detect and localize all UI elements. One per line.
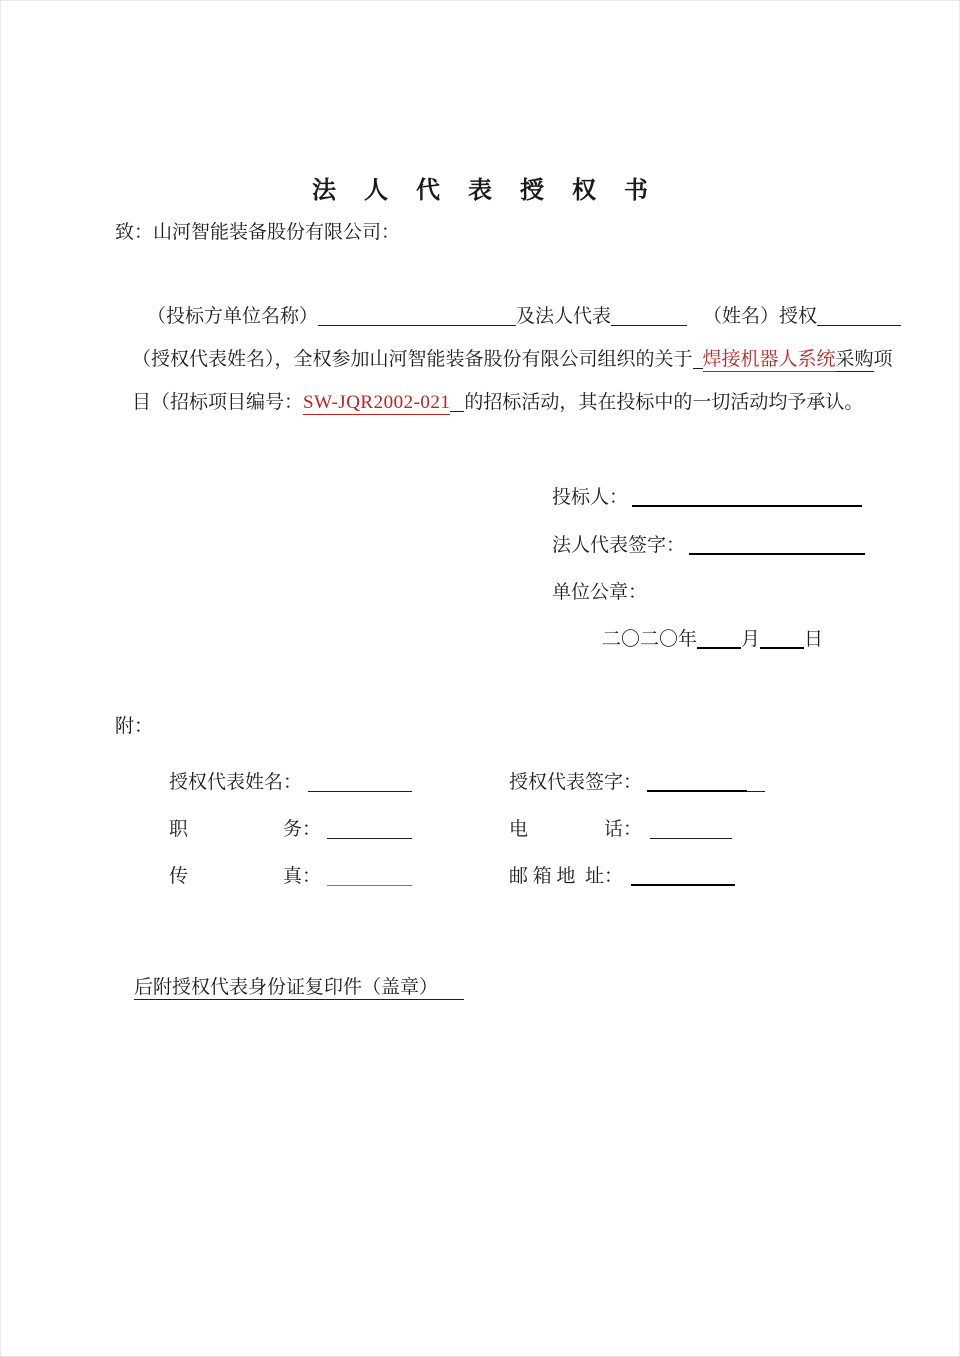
bidder-unit-name-label: （投标方单位名称） [147,306,319,327]
rep-sign-blank-tail [747,772,765,792]
legal-rep-signature-blank [689,534,865,555]
phone-label: 电 话： [509,819,643,840]
rep-sign-label: 授权代表签字： [509,772,643,793]
rep-name-label: 授权代表姓名： [169,772,303,793]
email-field [490,836,735,917]
email-blank [631,865,735,886]
paragraph-line-2-tail: 项 [873,349,893,370]
email-label: 邮 箱 地 址： [509,866,624,887]
project-number-label: 目（招标项目编号： [132,392,304,413]
and-legal-rep-label: 及法人代表 [516,306,612,327]
bidder-label: 投标人： [552,487,629,508]
footer-note-row [115,947,464,1028]
paragraph-line-3-text: 的招标活动，其在投标中的一切活动均予承认。 [464,392,864,413]
date-year-label: 二〇二〇年 [602,629,698,650]
attachment-heading: 附： [115,716,154,737]
project-name-highlight: 焊接机器人系统 [702,349,836,370]
date-row [583,599,823,680]
procurement-underlined: 采购 [835,349,874,370]
date-day-label: 日 [804,629,824,650]
post-code-blank [450,392,464,412]
paragraph-line-2-text: （授权代表姓名），全权参加山河智能装备股份有限公司组织的关于 [132,349,693,370]
name-authorize-label: （姓名）授权 [703,306,818,327]
footer-note: 后附授权代表身份证复印件（盖章） [134,977,464,1000]
date-month-blank [697,628,741,649]
salutation: 致：山河智能装备股份有限公司： [115,222,401,243]
legal-rep-sign-label: 法人代表签字： [552,535,686,556]
page-title: 法人代表授权书 [312,178,676,204]
title-row [0,170,960,205]
fax-field [150,836,412,917]
paragraph-line-3 [113,362,863,443]
project-code-highlight: SW-JQR2002-021 [303,392,451,413]
position-label: 职 务： [169,819,322,840]
date-month-label: 月 [741,629,761,650]
fax-blank [327,866,412,886]
date-day-blank [760,628,804,649]
company-seal-label: 单位公章： [552,582,648,603]
fax-label: 传 真： [169,866,322,887]
